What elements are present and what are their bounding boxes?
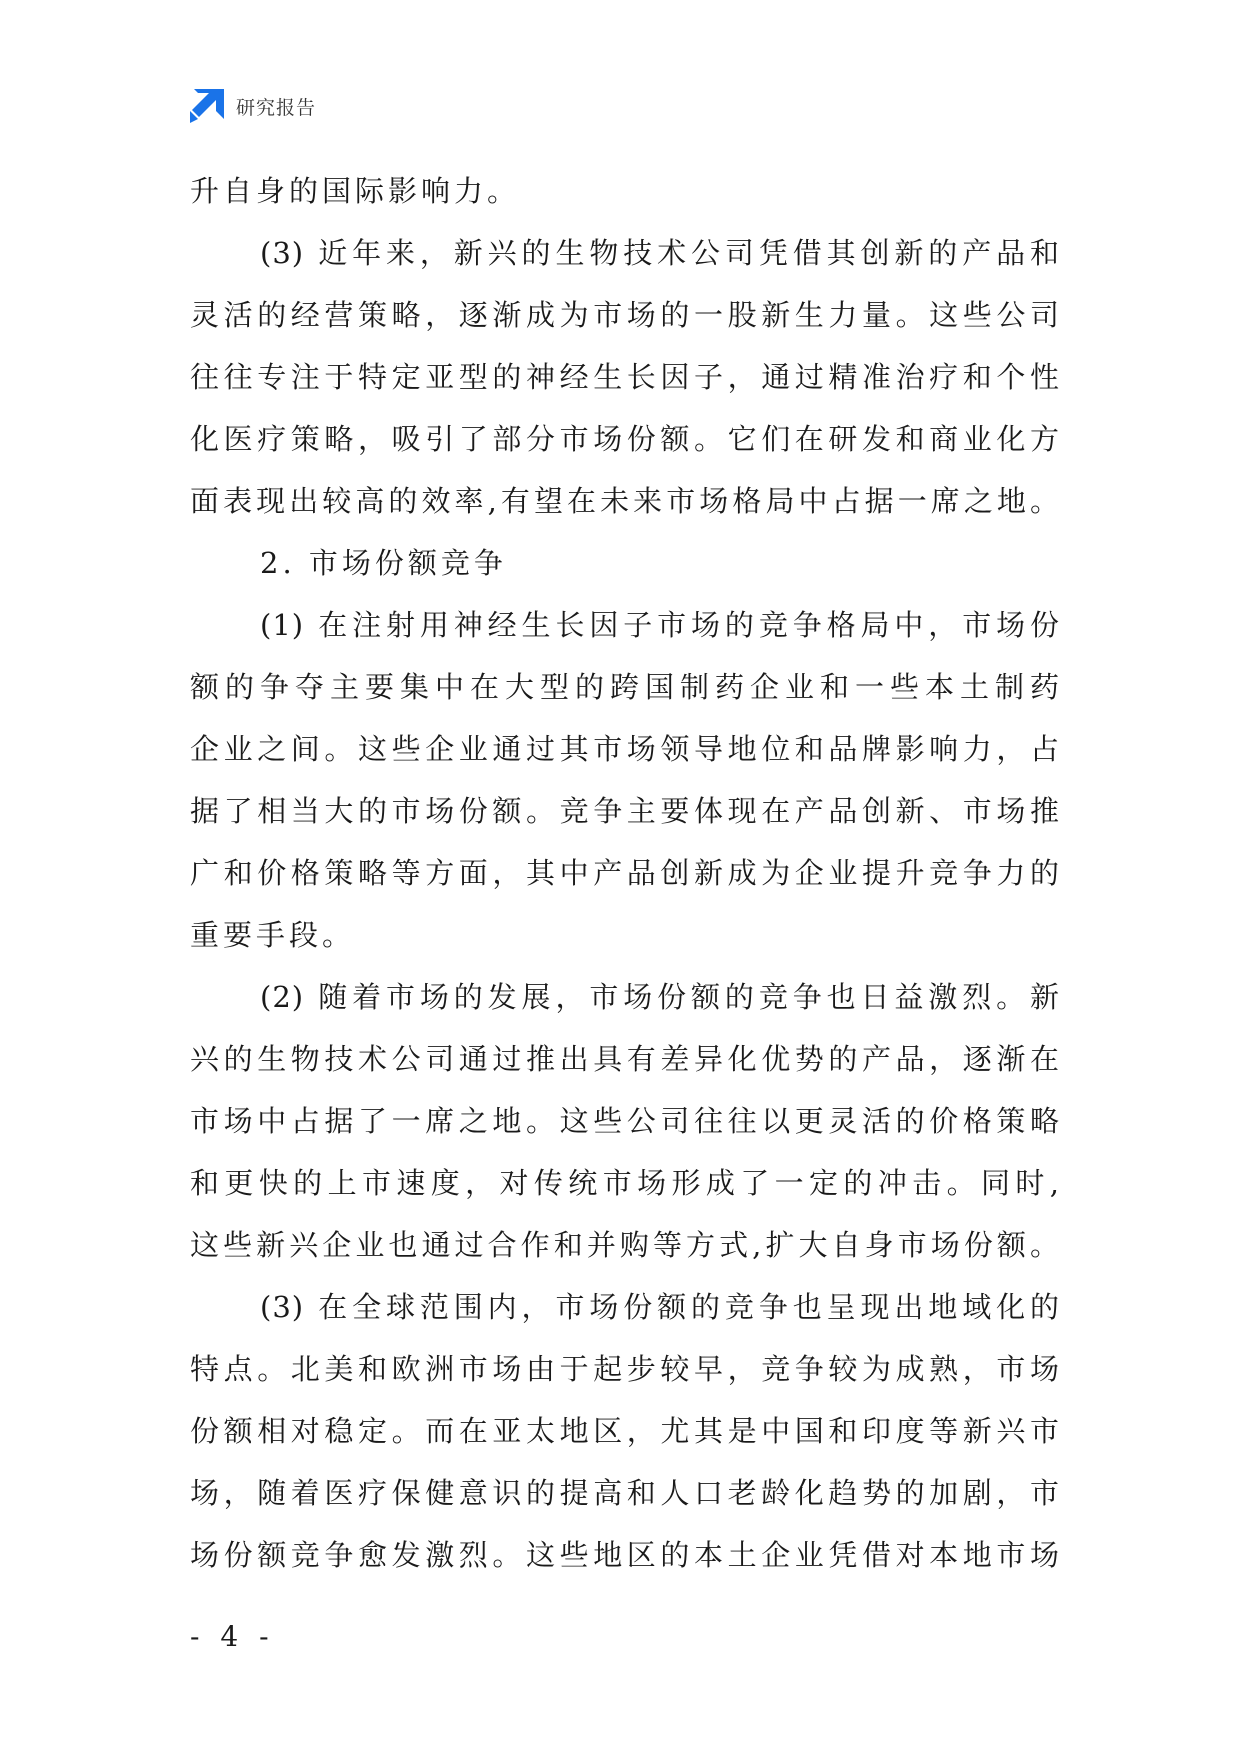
text-line: 据了相当大的市场份额。竞争主要体现在产品创新、市场推 — [190, 794, 1060, 828]
text-line: 灵活的经营策略，逐渐成为市场的一股新生力量。这些公司 — [190, 298, 1060, 332]
text-line: 场份额竞争愈发激烈。这些地区的本土企业凭借对本地市场 — [190, 1538, 1060, 1572]
text-line: 特点。北美和欧洲市场由于起步较早，竞争较为成熟，市场 — [190, 1352, 1060, 1386]
text-line: (2) 随着市场的发展，市场份额的竞争也日益激烈。新 — [260, 980, 1060, 1014]
text-line: 场，随着医疗保健意识的提高和人口老龄化趋势的加剧，市 — [190, 1476, 1060, 1510]
text-line: 广和价格策略等方面，其中产品创新成为企业提升竞争力的 — [190, 856, 1060, 890]
arrow-up-right-icon — [190, 89, 224, 123]
text-line: 份额相对稳定。而在亚太地区，尤其是中国和印度等新兴市 — [190, 1414, 1060, 1448]
text-line: 重要手段。 — [190, 918, 356, 952]
text-line: 升自身的国际影响力。 — [190, 174, 521, 208]
text-line: (3) 在全球范围内，市场份额的竞争也呈现出地域化的 — [260, 1290, 1060, 1324]
text-line: 和更快的上市速度，对传统市场形成了一定的冲击。同时, — [190, 1166, 1060, 1200]
text-line: 往往专注于特定亚型的神经生长因子，通过精准治疗和个性 — [190, 360, 1060, 394]
text-line: (3) 近年来，新兴的生物技术公司凭借其创新的产品和 — [260, 236, 1060, 270]
document-body — [190, 160, 1060, 1586]
text-line: 企业之间。这些企业通过其市场领导地位和品牌影响力，占 — [190, 732, 1060, 766]
text-line: (1) 在注射用神经生长因子市场的竞争格局中，市场份 — [260, 608, 1060, 642]
page-number: - 4 - — [190, 1620, 275, 1653]
text-line: 额的争夺主要集中在大型的跨国制药企业和一些本土制药 — [190, 670, 1060, 704]
text-line: 兴的生物技术公司通过推出具有差异化优势的产品，逐渐在 — [190, 1042, 1060, 1076]
text-line: 市场中占据了一席之地。这些公司往往以更灵活的价格策略 — [190, 1104, 1060, 1138]
section-heading: 2. 市场份额竞争 — [260, 546, 507, 580]
header-title: 研究报告 — [236, 96, 317, 119]
text-line: 这些新兴企业也通过合作和并购等方式,扩大自身市场份额。 — [190, 1228, 1060, 1262]
text-line: 面表现出较高的效率,有望在未来市场格局中占据一席之地。 — [190, 484, 1060, 518]
report-header — [190, 88, 316, 124]
text-line: 化医疗策略，吸引了部分市场份额。它们在研发和商业化方 — [190, 422, 1060, 456]
